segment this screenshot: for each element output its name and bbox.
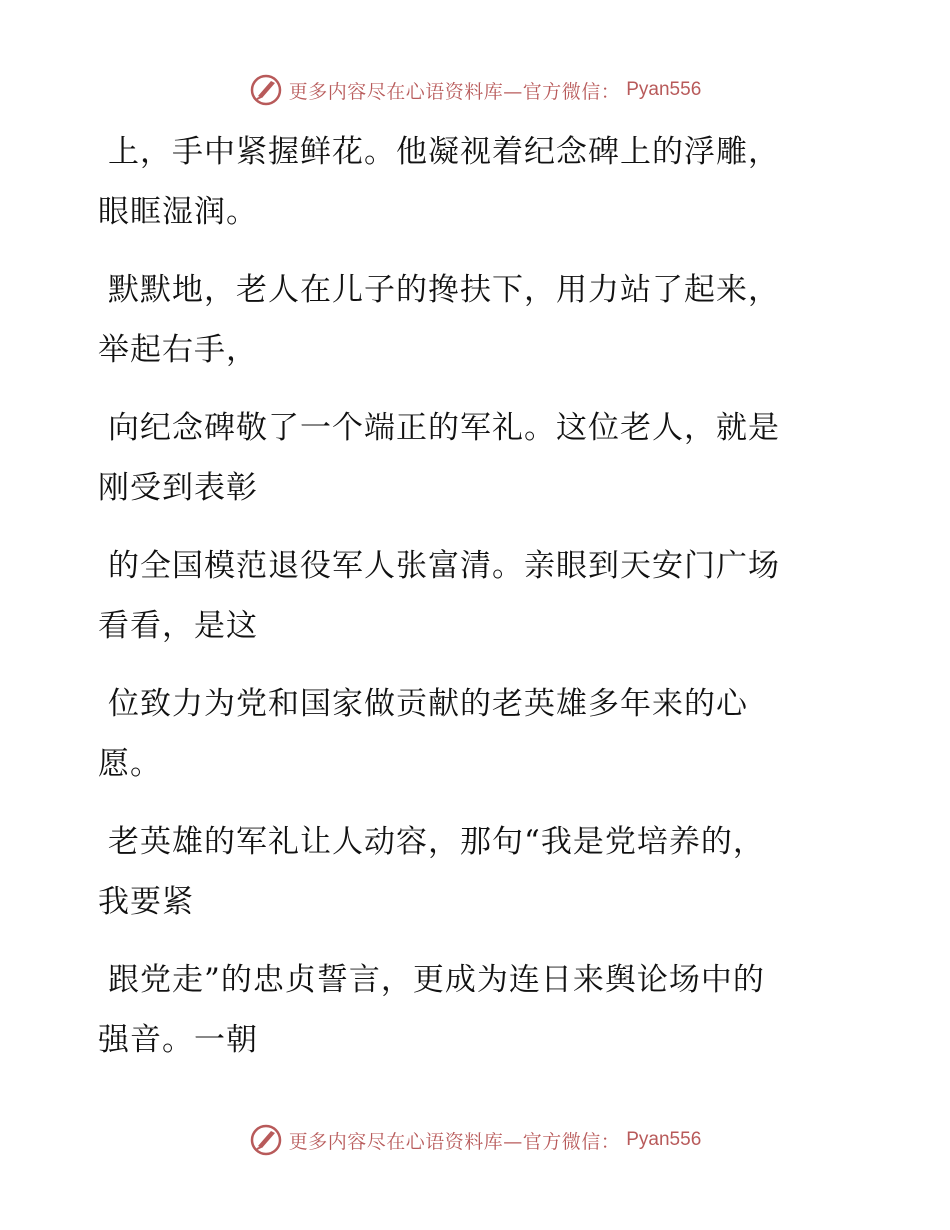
header-wechat-id: Pyan556 <box>626 79 702 100</box>
paragraph-line: 我要紧 <box>98 884 194 920</box>
paragraph <box>98 812 838 932</box>
paragraph <box>98 536 838 656</box>
paragraph-line: 位致力为党和国家做贡献的老英雄多年来的心 <box>108 686 748 722</box>
header-banner <box>0 70 950 110</box>
paragraph-line: 刚受到表彰 <box>98 470 258 506</box>
paragraph <box>98 260 838 380</box>
paragraph-line: 眼眶湿润。 <box>98 194 258 230</box>
paragraph-line: 强音。一朝 <box>98 1022 258 1058</box>
footer-banner <box>0 1120 950 1160</box>
paragraph-line: 老英雄的军礼让人动容，那句“我是党培养的， <box>108 824 765 860</box>
header-banner-text: 更多内容尽在心语资料库—官方微信： <box>288 80 621 103</box>
quill-seal-icon <box>249 73 283 107</box>
footer-wechat-id: Pyan556 <box>626 1129 702 1150</box>
document-body <box>98 122 838 1088</box>
paragraph-line: 上，手中紧握鲜花。他凝视着纪念碑上的浮雕， <box>108 134 780 170</box>
paragraph <box>98 398 838 518</box>
quill-seal-icon <box>249 1123 283 1157</box>
paragraph <box>98 122 838 242</box>
paragraph-line: 跟党走”的忠贞誓言，更成为连日来舆论场中的 <box>108 962 765 998</box>
paragraph <box>98 950 838 1070</box>
paragraph-line: 愿。 <box>98 746 162 782</box>
paragraph-line: 的全国模范退役军人张富清。亲眼到天安门广场 <box>108 548 780 584</box>
paragraph-line: 向纪念碑敬了一个端正的军礼。这位老人，就是 <box>108 410 780 446</box>
paragraph-line: 看看，是这 <box>98 608 258 644</box>
paragraph-line: 默默地，老人在儿子的搀扶下，用力站了起来， <box>108 272 780 308</box>
footer-banner-text: 更多内容尽在心语资料库—官方微信： <box>288 1130 621 1153</box>
paragraph-line: 举起右手， <box>98 332 258 368</box>
paragraph <box>98 674 838 794</box>
